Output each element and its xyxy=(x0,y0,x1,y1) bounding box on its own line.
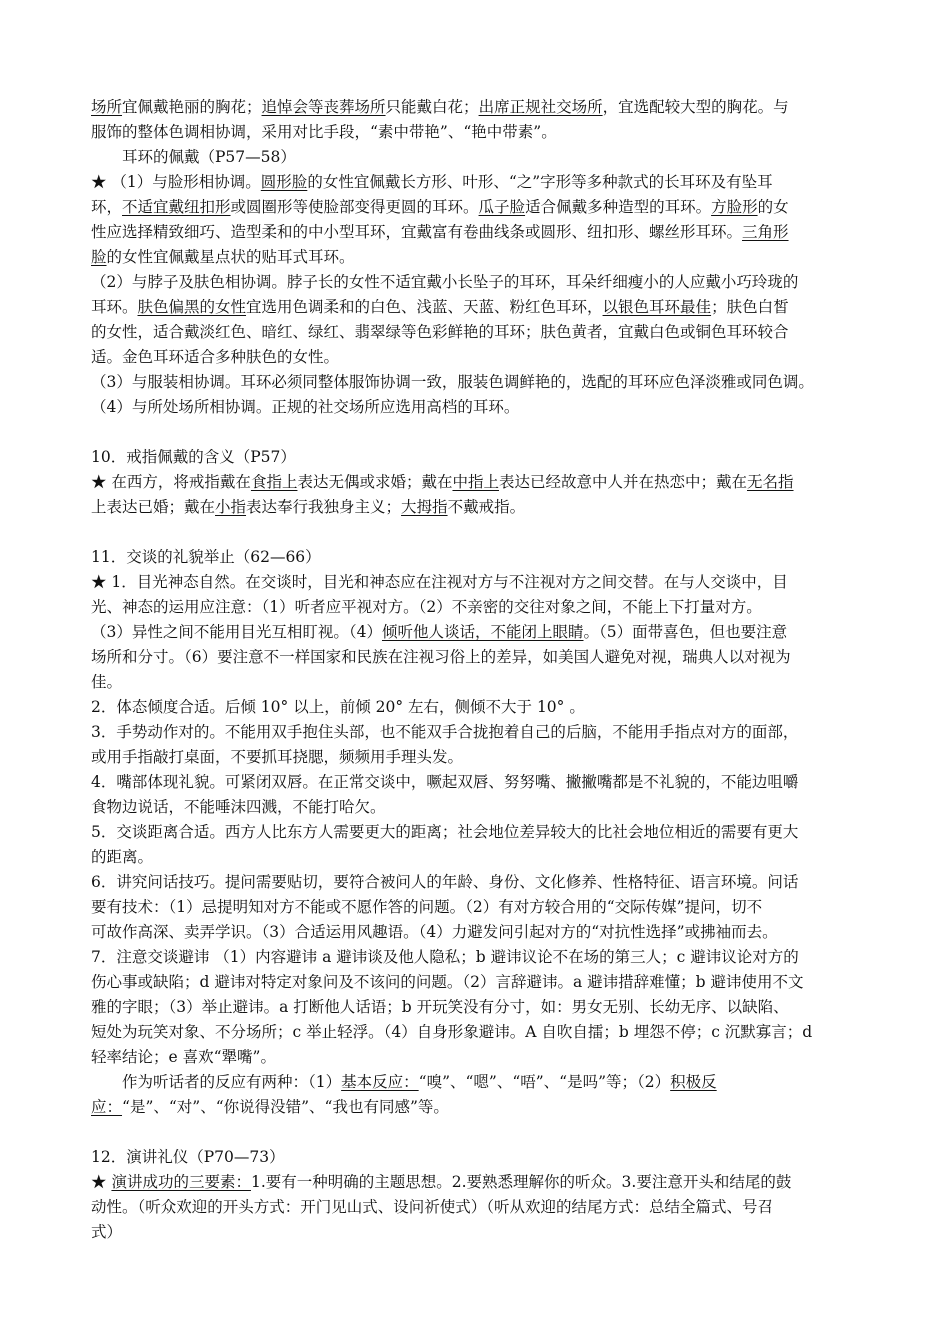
text-line xyxy=(91,945,860,970)
text-segment: ★ xyxy=(91,1173,112,1191)
text-segment: 伤心事或缺陷；d 避讳对特定对象问及不该问的问题。（2）言辞避讳。a 避讳措辞难懂；b 避讳使用不文 xyxy=(91,973,804,991)
underlined-text: 瓜子脸 xyxy=(478,198,526,216)
text-segment: （3）与服装相协调。耳环必须同整体服饰协调一致，服装色调鲜艳的，选配的耳环应色泽淡雅或同色调。 xyxy=(91,373,814,391)
text-segment: “是”、“对”、“你说得没错”、“我也有同感”等。 xyxy=(122,1098,449,1116)
text-segment: 6．讲究问话技巧。提问需要贴切，要符合被问人的年龄、身份、文化修养、性格特征、语言环境。问话 xyxy=(91,873,799,891)
blank-line xyxy=(91,520,860,545)
text-line xyxy=(91,595,860,620)
text-line xyxy=(91,1145,860,1170)
text-line xyxy=(91,545,860,570)
text-line xyxy=(91,295,860,320)
underlined-text: 积极反 xyxy=(670,1073,717,1091)
text-segment: 3．手势动作对的。不能用双手抱住头部，也不能双手合拢抱着自己的后脑，不能用手指点对方的面部， xyxy=(91,723,799,741)
text-line xyxy=(91,570,860,595)
text-line xyxy=(91,820,860,845)
text-segment: 表达无偶或求婚；戴在 xyxy=(297,473,453,491)
text-line xyxy=(91,195,860,220)
text-line xyxy=(91,870,860,895)
text-segment: 的女性宜佩戴星点状的贴耳式耳环。 xyxy=(106,248,355,266)
underlined-text: 食指上 xyxy=(250,473,298,491)
text-segment: 或圆圈形等使脸部变得更圆的耳环。 xyxy=(230,198,479,216)
text-segment: 动性。（听众欢迎的开头方式：开门见山式、设问祈使式）（听从欢迎的结尾方式：总结全篇式、号召 xyxy=(91,1198,774,1216)
underlined-text: 脸 xyxy=(91,248,107,266)
text-segment: 食物边说话，不能唾沫四溅，不能打哈欠。 xyxy=(91,798,386,816)
text-segment: 4．嘴部体现礼貌。可紧闭双唇。在正常交谈中，噘起双唇、努努嘴、撇撇嘴都是不礼貌的，不能边咀嚼 xyxy=(91,773,799,791)
text-segment: 只能戴白花； xyxy=(385,98,479,116)
text-line xyxy=(91,345,860,370)
text-line xyxy=(91,895,860,920)
text-segment: 佳。 xyxy=(91,673,123,691)
text-segment: 式） xyxy=(91,1223,123,1241)
underlined-text: 基本反应： xyxy=(341,1073,419,1091)
text-segment: 适合佩戴多种造型的耳环。 xyxy=(525,198,712,216)
text-segment: 可故作高深、卖弄学识。（3）合适运用风趣语。（4）力避发问引起对方的“对抗性选择”或拂袖而去。 xyxy=(91,923,778,941)
text-segment: “嗅”、“嗯”、“唔”、“是吗”等；（2） xyxy=(418,1073,671,1091)
text-line xyxy=(91,1070,860,1095)
text-segment: 的女性宜佩戴长方形、叶形、“之”字形等多种款式的长耳环及有坠耳 xyxy=(307,173,773,191)
text-segment: 10．戒指佩戴的含义（P57） xyxy=(91,448,296,466)
text-segment: 耳环。 xyxy=(91,298,138,316)
text-line xyxy=(91,1195,860,1220)
underlined-text: 应： xyxy=(91,1098,123,1116)
underlined-text: 以银色耳环最佳 xyxy=(602,298,712,316)
text-segment: 耳环的佩戴（P57—58） xyxy=(122,148,296,166)
underlined-text: 大拇指 xyxy=(401,498,448,516)
blank-line xyxy=(91,420,860,445)
text-segment: 表达奉行我独身主义； xyxy=(246,498,402,516)
text-line xyxy=(91,720,860,745)
text-segment: 轻率结论；e 喜欢“犟嘴”。 xyxy=(91,1048,276,1066)
text-segment: 。（5）面带喜色，但也要注意 xyxy=(583,623,788,641)
text-segment: 或用手指敲打桌面，不要抓耳挠腮，频频用手理头发。 xyxy=(91,748,464,766)
text-segment: 场所和分寸。（6）要注意不一样国家和民族在注视习俗上的差异，如美国人避免对视，瑞典人以对视为 xyxy=(91,648,791,666)
text-line xyxy=(91,320,860,345)
text-line xyxy=(91,1095,860,1120)
text-segment: 2．体态倾度合适。后倾 10° 以上，前倾 20° 左右，侧倾不大于 10° 。 xyxy=(91,698,585,716)
text-line xyxy=(91,370,860,395)
text-line xyxy=(91,645,860,670)
text-line xyxy=(91,745,860,770)
text-segment: 不戴戒指。 xyxy=(447,498,526,516)
text-segment: 12．演讲礼仪（P70—73） xyxy=(91,1148,285,1166)
text-segment: （2）与脖子及肤色相协调。脖子长的女性不适宜戴小长坠子的耳环，耳朵纤细瘦小的人应戴小巧玲珑的 xyxy=(91,273,799,291)
text-line xyxy=(91,120,860,145)
text-line xyxy=(91,995,860,1020)
text-segment: 性应选择精致细巧、造型柔和的中小型耳环，宜戴富有卷曲线条或圆形、纽扣形、螺丝形耳环。 xyxy=(91,223,743,241)
text-segment: 作为听话者的反应有两种：（1） xyxy=(122,1073,342,1091)
text-line xyxy=(91,1020,860,1045)
text-segment: 服饰的整体色调相协调，采用对比手段，“素中带艳”、“艳中带素”。 xyxy=(91,123,557,141)
underlined-text: 倾听他人谈话，不能闭上眼睛 xyxy=(381,623,584,641)
text-line xyxy=(91,845,860,870)
text-segment: 光、神态的运用应注意：（1）听者应平视对方。（2）不亲密的交往对象之间，不能上下打量对方。 xyxy=(91,598,762,616)
underlined-text: 小指 xyxy=(215,498,247,516)
text-line xyxy=(91,470,860,495)
text-segment: ★ 1．目光神态自然。在交谈时，目光和神态应在注视对方与不注视对方之间交替。在与人交谈中，目 xyxy=(91,573,788,591)
text-line xyxy=(91,245,860,270)
text-segment: ★ 在西方，将戒指戴在 xyxy=(91,473,251,491)
text-line xyxy=(91,95,860,120)
underlined-text: 不适宜戴纽扣形 xyxy=(122,198,231,216)
underlined-text: 中指上 xyxy=(452,473,499,491)
text-segment: 适。金色耳环适合多种肤色的女性。 xyxy=(91,348,340,366)
underlined-text: 出席正规社交场所 xyxy=(478,98,603,116)
underlined-text: 无名指 xyxy=(747,473,794,491)
text-segment: （4）与所处场所相协调。正规的社交场所应选用高档的耳环。 xyxy=(91,398,520,416)
text-segment: 雅的字眼；（3）举止避讳。a 打断他人话语；b 开玩笑没有分寸，如：男女无别、长幼无序、以缺陷、 xyxy=(91,998,789,1016)
text-line xyxy=(91,970,860,995)
text-line xyxy=(91,445,860,470)
underlined-text: 场所 xyxy=(91,98,123,116)
text-line xyxy=(91,670,860,695)
text-line xyxy=(91,270,860,295)
text-line xyxy=(91,395,860,420)
text-segment: 短处为玩笑对象、不分场所；c 举止轻浮。（4）自身形象避讳。A 自吹自擂；b 埋怨不停；c 沉默寡言；d xyxy=(91,1023,813,1041)
text-line xyxy=(91,795,860,820)
text-segment: 宜佩戴艳丽的胸花； xyxy=(122,98,262,116)
text-segment: ；肤色白皙 xyxy=(711,298,789,316)
text-line xyxy=(91,170,860,195)
underlined-text: 圆形脸 xyxy=(260,173,308,191)
text-segment: 的距离。 xyxy=(91,848,154,866)
text-line xyxy=(91,495,860,520)
text-segment: 11．交谈的礼貌举止（62—66） xyxy=(91,548,321,566)
text-segment: ★ （1）与脸形相协调。 xyxy=(91,173,261,191)
underlined-text: 三角形 xyxy=(742,223,789,241)
underlined-text: 追悼会等丧葬场所 xyxy=(261,98,386,116)
text-segment: 要有技术：（1）忌提明知对方不能或不愿作答的问题。（2）有对方较合用的“交际传媒”提问，切不 xyxy=(91,898,763,916)
text-line xyxy=(91,1170,860,1195)
text-segment: 5．交谈距离合适。西方人比东方人需要更大的距离；社会地位差异较大的比社会地位相近的需要有更大 xyxy=(91,823,799,841)
text-segment: 1.要有一种明确的主题思想。2.要熟悉理解你的听众。3.要注意开头和结尾的鼓 xyxy=(250,1173,792,1191)
underlined-text: 方脸形 xyxy=(711,198,758,216)
text-line xyxy=(91,695,860,720)
text-line xyxy=(91,1045,860,1070)
text-segment: （3）异性之间不能用目光互相盯视。（4） xyxy=(91,623,382,641)
text-segment: 宜选用色调柔和的白色、浅蓝、天蓝、粉红色耳环， xyxy=(246,298,603,316)
text-segment: 表达已经故意中人并在热恋中；戴在 xyxy=(498,473,747,491)
text-line xyxy=(91,1220,860,1245)
underlined-text: 演讲成功的三要素： xyxy=(111,1173,251,1191)
text-segment: 环， xyxy=(91,198,123,216)
underlined-text: 肤色偏黑的女性 xyxy=(137,298,247,316)
blank-line xyxy=(91,1120,860,1145)
text-segment: 上表达已婚；戴在 xyxy=(91,498,216,516)
text-segment: ，宜选配较大型的胸花。与 xyxy=(602,98,789,116)
text-segment: 的女 xyxy=(757,198,789,216)
text-line xyxy=(91,220,860,245)
text-line xyxy=(91,620,860,645)
text-line xyxy=(91,770,860,795)
text-segment: 的女性，适合戴淡红色、暗红、绿红、翡翠绿等色彩鲜艳的耳环；肤色黄者，宜戴白色或铜色耳环较合 xyxy=(91,323,789,341)
text-segment: 7．注意交谈避讳 （1）内容避讳 a 避讳谈及他人隐私；b 避讳议论不在场的第三人；c 避讳议论对方的 xyxy=(91,948,799,966)
text-line xyxy=(91,920,860,945)
text-line xyxy=(91,145,860,170)
